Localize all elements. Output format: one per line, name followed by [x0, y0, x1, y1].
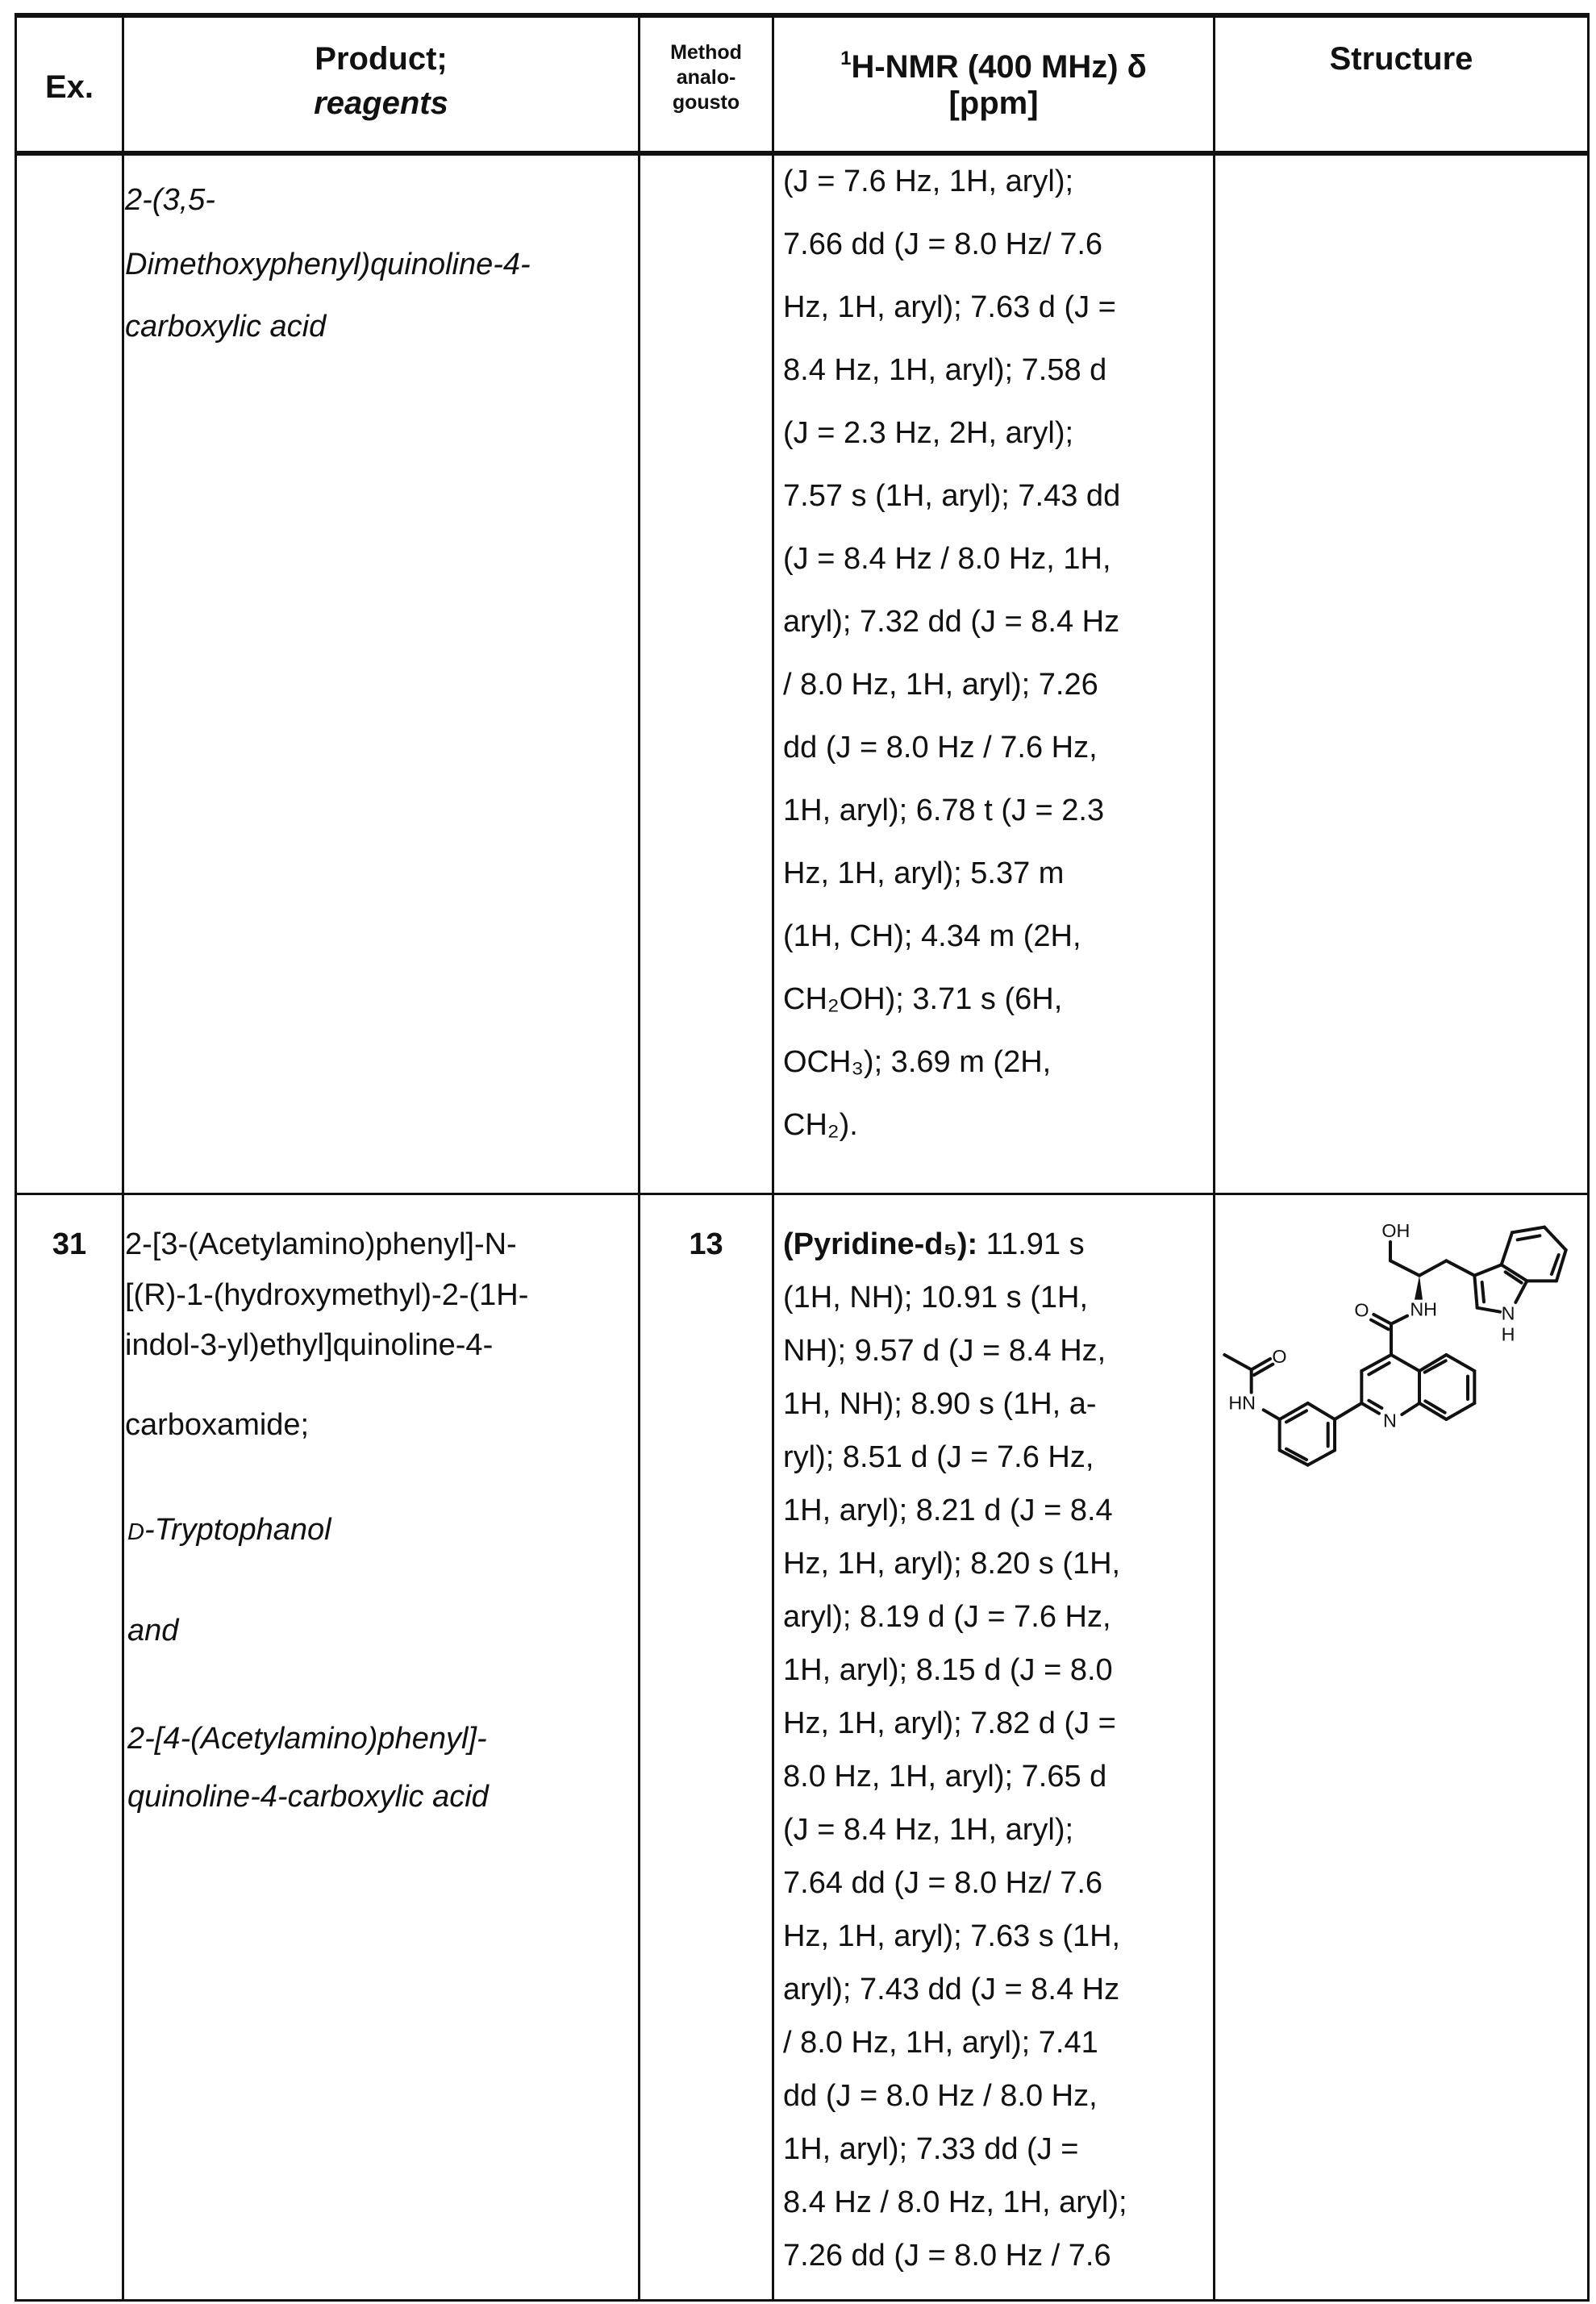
product-line: [(R)-1-(hydroxymethyl)-2-(1H-	[125, 1275, 528, 1315]
nmr-line: (J = 8.4 Hz, 1H, aryl);	[783, 1810, 1073, 1850]
header-method-3: gousto	[640, 90, 772, 115]
nmr-line: OCH₃); 3.69 m (2H,	[783, 1042, 1051, 1082]
column-divider	[1587, 13, 1590, 2302]
nmr-line: aryl); 8.19 d (J = 7.6 Hz,	[783, 1597, 1111, 1637]
header-product: Product;	[124, 36, 638, 81]
method-number: 13	[640, 1224, 772, 1264]
nmr-line: Hz, 1H, aryl); 8.20 s (1H,	[783, 1544, 1120, 1584]
nmr-line: 11.91 s	[986, 1227, 1085, 1261]
nmr-first-line	[783, 1224, 1085, 1264]
column-divider	[638, 13, 640, 2302]
nmr-line: / 8.0 Hz, 1H, aryl); 7.26	[783, 665, 1098, 705]
product-line: 2-(3,5-	[125, 180, 215, 220]
reagent-line: and	[127, 1610, 178, 1651]
product-line: 2-[3-(Acetylamino)phenyl]-N-	[125, 1224, 517, 1264]
label-oh: OH	[1381, 1220, 1410, 1241]
nmr-line: 7.26 dd (J = 8.0 Hz / 7.6	[783, 2235, 1111, 2276]
product-line: indol-3-yl)ethyl]quinoline-4-	[125, 1325, 493, 1365]
column-divider	[772, 13, 774, 2302]
nmr-line: dd (J = 8.0 Hz / 8.0 Hz,	[783, 2076, 1098, 2116]
reagent-line: quinoline-4-carboxylic acid	[127, 1777, 489, 1817]
column-divider	[1213, 13, 1215, 2302]
label-indole-n: N	[1502, 1303, 1515, 1324]
nmr-line: Hz, 1H, aryl); 7.82 d (J =	[783, 1703, 1116, 1744]
table-bottom-border	[15, 2299, 1590, 2302]
label-hn: HN	[1228, 1393, 1256, 1414]
header-reagents: reagents	[124, 81, 638, 126]
nmr-line: 1H, NH); 8.90 s (1H, a-	[783, 1384, 1097, 1424]
nmr-line: (J = 2.3 Hz, 2H, aryl);	[783, 413, 1073, 453]
nmr-line: / 8.0 Hz, 1H, aryl); 7.41	[783, 2023, 1098, 2063]
nmr-line: 1H, aryl); 6.78 t (J = 2.3	[783, 790, 1104, 831]
nmr-line: 1H, aryl); 8.21 d (J = 8.4	[783, 1490, 1113, 1531]
example-number: 31	[17, 1224, 122, 1264]
reagent-line: D-Tryptophanol	[127, 1510, 331, 1552]
nmr-solvent: (Pyridine-d₅):	[783, 1227, 977, 1261]
nmr-line: (1H, NH); 10.91 s (1H,	[783, 1277, 1088, 1318]
nmr-line: dd (J = 8.0 Hz / 7.6 Hz,	[783, 727, 1098, 768]
reagent-line: 2-[4-(Acetylamino)phenyl]-	[127, 1719, 487, 1759]
nmr-line: 7.66 dd (J = 8.0 Hz/ 7.6	[783, 224, 1102, 265]
header-bottom-border	[15, 151, 1590, 156]
nmr-line: NH); 9.57 d (J = 8.4 Hz,	[783, 1331, 1106, 1371]
nmr-line: 8.4 Hz, 1H, aryl); 7.58 d	[783, 350, 1106, 390]
label-acetyl-o: O	[1272, 1346, 1286, 1367]
nmr-line: ryl); 8.51 d (J = 7.6 Hz,	[783, 1437, 1094, 1477]
chemical-structure-image	[1210, 1194, 1596, 1476]
column-divider	[122, 13, 124, 2302]
nmr-line: (J = 7.6 Hz, 1H, aryl);	[783, 161, 1073, 202]
header-ex: Ex.	[17, 65, 122, 110]
header-method-2: analo-	[640, 65, 772, 90]
label-indole-h: H	[1502, 1324, 1515, 1345]
label-nh: NH	[1410, 1299, 1437, 1320]
nmr-line: (1H, CH); 4.34 m (2H,	[783, 916, 1081, 956]
nmr-line: 1H, aryl); 7.33 dd (J =	[783, 2129, 1078, 2169]
nmr-line: Hz, 1H, aryl); 5.37 m	[783, 853, 1064, 894]
label-amide-o: O	[1354, 1299, 1369, 1320]
nmr-line: 8.0 Hz, 1H, aryl); 7.65 d	[783, 1756, 1106, 1797]
header-nmr-superscript: 1	[840, 48, 851, 69]
table-top-border	[15, 13, 1590, 18]
nmr-line: (J = 8.4 Hz / 8.0 Hz, 1H,	[783, 539, 1111, 579]
nmr-line: Hz, 1H, aryl); 7.63 d (J =	[783, 287, 1116, 327]
nmr-line: 7.57 s (1H, aryl); 7.43 dd	[783, 476, 1120, 516]
header-nmr-title: H-NMR (400 MHz) δ	[851, 49, 1146, 85]
nmr-line: aryl); 7.32 dd (J = 8.4 Hz	[783, 602, 1119, 642]
nmr-line: CH₂OH); 3.71 s (6H,	[783, 979, 1062, 1019]
label-quinoline-n: N	[1383, 1410, 1397, 1431]
nmr-line: Hz, 1H, aryl); 7.63 s (1H,	[783, 1916, 1120, 1956]
nmr-line: 1H, aryl); 8.15 d (J = 8.0	[783, 1650, 1113, 1690]
header-method-1: Method	[640, 40, 772, 65]
header-nmr-unit: [ppm]	[774, 81, 1213, 126]
nmr-line: 8.4 Hz / 8.0 Hz, 1H, aryl);	[783, 2182, 1127, 2223]
stereo-wedge	[1415, 1276, 1423, 1300]
nmr-line: CH₂).	[783, 1105, 858, 1145]
column-divider	[15, 13, 17, 2302]
product-line: Dimethoxyphenyl)quinoline-4-	[125, 244, 531, 285]
nmr-line: aryl); 7.43 dd (J = 8.4 Hz	[783, 1969, 1119, 2010]
product-line: carboxylic acid	[125, 306, 326, 347]
product-line: carboxamide;	[125, 1405, 309, 1445]
header-structure: Structure	[1215, 36, 1587, 81]
nmr-line: 7.64 dd (J = 8.0 Hz/ 7.6	[783, 1863, 1102, 1903]
